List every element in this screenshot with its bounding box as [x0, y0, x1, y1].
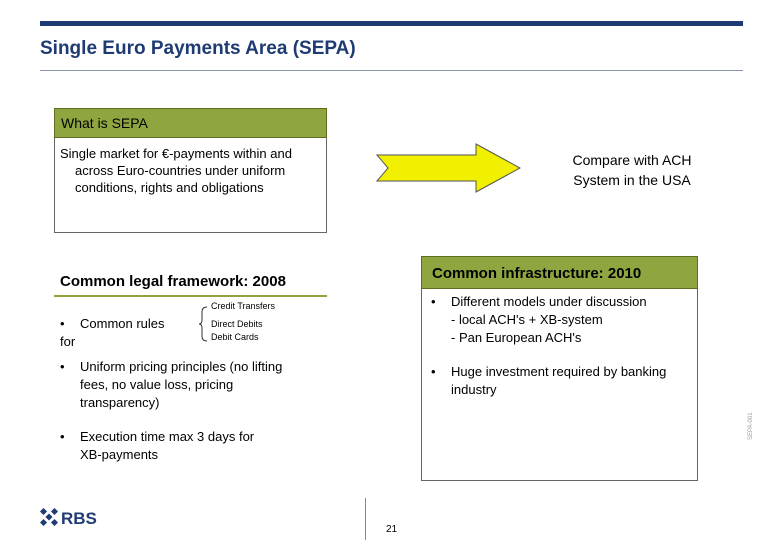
bullet-dot: • — [431, 364, 436, 379]
execution-bullet — [60, 428, 330, 464]
compare-ach-text — [540, 150, 724, 190]
rbs-logo — [40, 508, 97, 529]
models-line-1: Different models under discussion — [451, 294, 647, 309]
rule-item-credit-transfers: Credit Transfers — [211, 301, 276, 311]
sepa-desc-line-2: across Euro-countries under uniform — [75, 163, 286, 178]
page-number: 21 — [386, 524, 398, 535]
bullet-dot: • — [431, 294, 436, 309]
right-arrow-icon — [376, 143, 521, 193]
pricing-line-1: Uniform pricing principles (no lifting — [80, 359, 283, 374]
rbs-daisy-icon — [40, 508, 58, 526]
rule-item-debit-cards: Debit Cards — [211, 332, 259, 342]
rbs-logo-text: RBS — [61, 509, 97, 528]
slide-title: Single Euro Payments Area (SEPA) — [40, 38, 356, 59]
left-brace-icon — [198, 306, 208, 342]
models-line-3: - Pan European ACH's — [451, 330, 582, 345]
bullet-dot: • — [60, 429, 65, 444]
execution-line-2: XB-payments — [80, 447, 159, 462]
investment-line-2: industry — [451, 382, 497, 397]
sepa-description — [60, 145, 322, 196]
pricing-bullet — [60, 358, 330, 412]
bullet-dot: • — [60, 316, 65, 331]
compare-line-2: System in the USA — [573, 172, 691, 188]
investment-bullet — [431, 363, 693, 399]
legal-framework-rule — [54, 295, 327, 297]
infrastructure-header: Common infrastructure: 2010 — [421, 256, 698, 289]
rule-item-direct-debits: Direct Debits — [211, 319, 263, 329]
models-bullet — [431, 293, 693, 347]
common-rules-bullet — [60, 315, 180, 351]
compare-line-1: Compare with ACH — [572, 152, 692, 168]
what-is-sepa-header: What is SEPA — [54, 108, 327, 138]
legal-framework-header: Common legal framework: 2008 — [60, 273, 286, 290]
common-rules-label: Common rules for — [60, 316, 165, 349]
pricing-line-2: fees, no value loss, pricing — [80, 377, 234, 392]
investment-line-1: Huge investment required by banking — [451, 364, 667, 379]
title-underline — [40, 70, 743, 71]
bullet-dot: • — [60, 359, 65, 374]
models-line-2: - local ACH's + XB-system — [451, 312, 603, 327]
footer-divider — [365, 498, 366, 540]
top-rule — [40, 21, 743, 26]
side-document-code: SEPA-001 — [748, 412, 754, 440]
sepa-desc-line-1: Single market for €-payments within and — [60, 146, 292, 161]
sepa-desc-line-3: conditions, rights and obligations — [75, 180, 264, 195]
execution-line-1: Execution time max 3 days for — [80, 429, 255, 444]
pricing-line-3: transparency) — [80, 395, 160, 410]
